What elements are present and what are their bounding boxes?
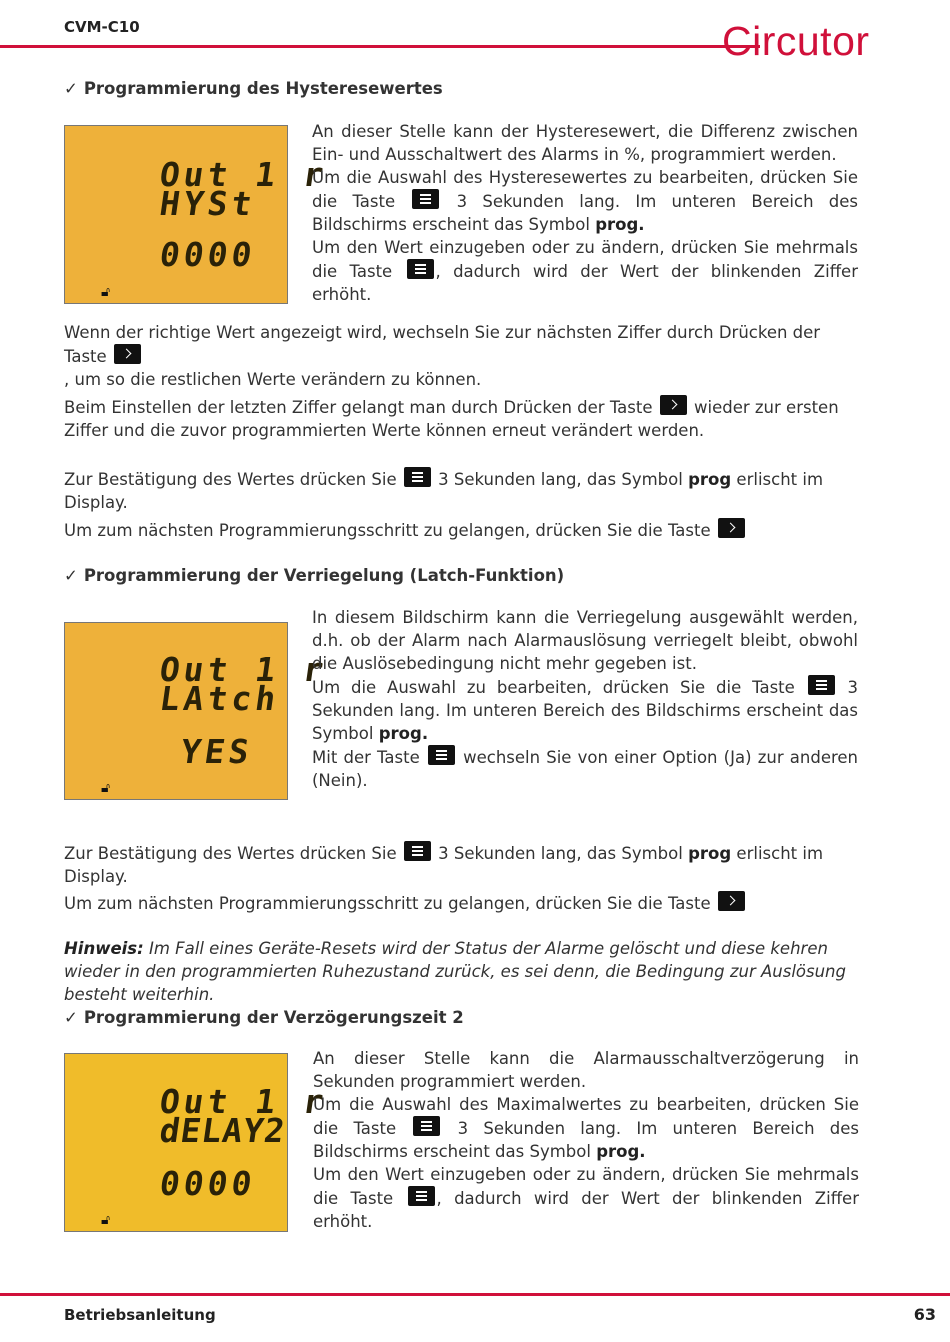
paragraph-next-step: Um zum nächsten Programmierungsschritt zu gelangen, drücken Sie die Taste — [64, 891, 864, 915]
menu-key-icon — [408, 1186, 435, 1206]
check-icon: ✓ — [64, 566, 78, 585]
paragraph-confirm: Zur Bestätigung des Wertes drücken Sie 3 Sekunden lang, das Symbol prog erlischt im Display. — [64, 467, 864, 514]
lcd-display-latch — [64, 622, 330, 800]
lcd-line-3: 0000 — [157, 1164, 259, 1203]
lcd-line-2: dELAY2 — [157, 1111, 288, 1150]
next-key-icon — [718, 518, 745, 538]
lcd-display-delay — [64, 1053, 330, 1232]
menu-key-icon — [428, 745, 455, 765]
check-icon: ✓ — [64, 1008, 78, 1027]
lock-icon: 🔓︎ — [101, 780, 111, 796]
next-key-icon — [718, 891, 745, 911]
paragraph-confirm: Zur Bestätigung des Wertes drücken Sie 3 Sekunden lang, das Symbol prog erlischt im Display. — [64, 841, 864, 888]
menu-key-icon — [808, 675, 835, 695]
paragraph-next-digit: Wenn der richtige Wert angezeigt wird, wechseln Sie zur nächsten Ziffer durch Drücken der Taste , um so die restlichen Werte verändern zu können. — [64, 323, 821, 389]
menu-key-icon — [404, 467, 431, 487]
menu-key-icon — [412, 189, 439, 209]
next-key-icon — [114, 344, 141, 364]
lcd-line-3: YES — [178, 732, 256, 771]
header-rule — [0, 45, 760, 48]
next-key-icon — [660, 395, 687, 415]
section-heading-hysteresis: ✓ Programmierung des Hysteresewertes — [64, 79, 443, 98]
lcd-display-hysteresis — [64, 125, 330, 304]
footer-rule — [0, 1293, 950, 1296]
paragraph-next-step: Um zum nächsten Programmierungsschritt zu gelangen, drücken Sie die Taste — [64, 518, 864, 542]
hysteresis-description: An dieser Stelle kann der Hysteresewert, die Differenz zwischen Ein- und Ausschaltwert des Alarms in %, programmiert werden. Um die Auswahl des Hysteresewertes zu bearbeiten, drücken Sie die Taste 3 Sekunden lang. Im unteren Bereich des Bildschirms erscheint das Symbol prog. Um den Wert einzugeben oder zu ändern, drücken Sie mehrmals die Taste , dadurch wird der Wert der blinkenden Ziffer erhöht. — [312, 122, 858, 304]
lcd-line-1: Out 1 r — [157, 1082, 330, 1121]
lock-icon: 🔓︎ — [101, 284, 111, 300]
section-heading-delay: ✓ Programmierung der Verzögerungszeit 2 — [64, 1008, 464, 1027]
reset-note: Hinweis: Im Fall eines Geräte-Resets wird der Status der Alarme gelöscht und diese kehren wieder in den programmierten Ruhezustand zurück, es sei denn, die Bedingung zur Auslösung besteht weiterhin. — [64, 939, 846, 1004]
menu-key-icon — [413, 1116, 440, 1136]
lcd-line-2: LAtch — [157, 679, 283, 718]
menu-key-icon — [404, 841, 431, 861]
paragraph-last-digit: Beim Einstellen der letzten Ziffer gelangt man durch Drücken der Taste wieder zur ersten Ziffer und die zuvor programmierten Werte können erneut verändert werden. — [64, 395, 864, 442]
lock-icon: 🔓︎ — [101, 1212, 111, 1228]
footer-title: Betriebsanleitung — [64, 1306, 216, 1324]
delay-description: An dieser Stelle kann die Alarmausschaltverzögerung in Sekunden programmiert werden. Um die Auswahl des Maximalwertes zu bearbeiten, drücken Sie die Taste 3 Sekunden lang. Im unteren Bereich des Bildschirms erscheint das Symbol prog. Um den Wert einzugeben oder zu ändern, drücken Sie mehrmals die Taste , dadurch wird der Wert der blinkenden Ziffer erhöht. — [313, 1049, 859, 1231]
menu-key-icon — [407, 259, 434, 279]
page-number: 63 — [913, 1305, 936, 1324]
latch-description: In diesem Bildschirm kann die Verriegelung ausgewählt werden, d.h. ob der Alarm nach Alarmauslösung verriegelt bleibt, obwohl die Auslösebedingung nicht mehr gegeben ist. Um die Auswahl zu bearbeiten, drücken Sie die Taste 3 Sekunden lang. Im unteren Bereich des Bildschirms erscheint das Symbol prog. Mit der Taste wechseln Sie von einer Option (Ja) zur anderen (Nein). — [312, 608, 859, 790]
lcd-line-1: Out 1 r — [157, 155, 330, 194]
section-heading-latch: ✓ Programmierung der Verriegelung (Latch-Funktion) — [64, 566, 565, 585]
lcd-line-3: 0000 — [157, 235, 259, 274]
lcd-line-2: HYSt — [157, 184, 259, 223]
check-icon: ✓ — [64, 79, 78, 98]
brand-logo: Circutor — [722, 18, 870, 64]
lcd-line-1: Out 1 r — [157, 650, 330, 689]
document-title: CVM-C10 — [64, 18, 140, 36]
